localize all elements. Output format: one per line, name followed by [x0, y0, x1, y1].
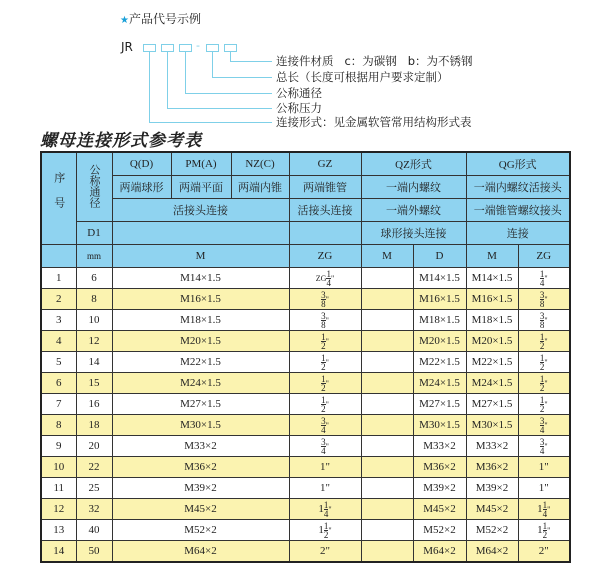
zg-cell: $\frac{1}{2}$ "	[289, 331, 361, 352]
header-qz-d: D	[413, 245, 466, 268]
fraction: $\frac{3}{4}$	[321, 415, 326, 435]
seq-cell: 3	[41, 310, 76, 331]
fraction: $\frac{1}{2}$	[323, 520, 329, 540]
zg-cell: ZG $\frac{1}{4}$ "	[289, 268, 361, 289]
seq-cell: 9	[41, 436, 76, 457]
header-qg-desc2: 一端锥管螺纹接头	[466, 199, 570, 222]
fraction: $\frac{1}{4}$	[542, 499, 548, 519]
fraction: $\frac{3}{8}$	[321, 310, 326, 330]
table-row	[41, 436, 570, 457]
leader-line	[149, 51, 150, 122]
table-row	[41, 289, 570, 310]
zg-cell: $\frac{1}{2}$ "	[289, 373, 361, 394]
seq-cell: 13	[41, 520, 76, 541]
leader-line	[212, 51, 213, 77]
header-seq: 序号	[41, 152, 76, 245]
header-zg: ZG	[289, 245, 361, 268]
qg-cell: $\frac{1}{2}$ "	[518, 373, 570, 394]
dn-cell: 50	[76, 541, 112, 563]
qg-cell: $\frac{1}{4}$ "	[518, 268, 570, 289]
leader-line	[185, 51, 186, 93]
header-empty	[112, 222, 289, 245]
table-row	[41, 457, 570, 478]
qz-m-cell	[361, 310, 413, 331]
seq-cell: 12	[41, 499, 76, 520]
zg-cell: 1"	[289, 457, 361, 478]
fraction: $\frac{3}{8}$	[321, 289, 326, 309]
qg-cell: $\frac{3}{8}$ "	[518, 289, 570, 310]
header-d1: D1	[76, 222, 112, 245]
label-material: 连接件材质 c：为碳钢 b：为不锈钢	[276, 54, 473, 68]
dn-cell: 40	[76, 520, 112, 541]
qg-m-cell: M33×2	[466, 436, 518, 457]
qz-m-cell	[361, 331, 413, 352]
qg-m-cell: M14×1.5	[466, 268, 518, 289]
qz-d-cell: M30×1.5	[413, 415, 466, 436]
m-cell: M33×2	[112, 436, 289, 457]
qz-d-cell: M39×2	[413, 478, 466, 499]
dn-cell: 12	[76, 331, 112, 352]
qg-m-cell: M52×2	[466, 520, 518, 541]
label-connection: 连接形式：见金属软管常用结构形式表	[276, 115, 472, 129]
qg-cell: 1 $\frac{1}{4}$ "	[518, 499, 570, 520]
table-row	[41, 415, 570, 436]
m-cell: M39×2	[112, 478, 289, 499]
zg-cell: $\frac{3}{8}$ "	[289, 310, 361, 331]
qz-d-cell: M24×1.5	[413, 373, 466, 394]
leader-line	[149, 122, 272, 123]
leader-line	[167, 51, 168, 108]
leader-line	[167, 108, 272, 109]
example-title	[120, 10, 201, 27]
fraction: $\frac{3}{4}$	[321, 436, 326, 456]
qg-cell: $\frac{1}{2}$ "	[518, 331, 570, 352]
leader-line	[230, 61, 272, 62]
qg-m-cell: M64×2	[466, 541, 518, 563]
dn-cell: 8	[76, 289, 112, 310]
zg-cell: $\frac{3}{8}$ "	[289, 289, 361, 310]
dn-cell: 22	[76, 457, 112, 478]
header-nz: NZ(C)	[231, 152, 289, 176]
qz-d-cell: M14×1.5	[413, 268, 466, 289]
header-qz-m: M	[361, 245, 413, 268]
zg-cell: 1"	[289, 478, 361, 499]
qz-m-cell	[361, 478, 413, 499]
header-qz-desc: 一端内螺纹	[361, 176, 466, 199]
qg-cell: 2"	[518, 541, 570, 563]
star-icon: ★	[120, 15, 129, 26]
qz-d-cell: M45×2	[413, 499, 466, 520]
zg-cell: $\frac{3}{4}$ "	[289, 415, 361, 436]
fraction: $\frac{1}{4}$	[539, 268, 545, 288]
example-title-text: 产品代号示例	[128, 12, 201, 26]
qz-d-cell: M20×1.5	[413, 331, 466, 352]
fraction: $\frac{1}{4}$	[326, 268, 331, 288]
qg-m-cell: M18×1.5	[466, 310, 518, 331]
fraction: $\frac{1}{2}$	[321, 331, 326, 351]
seq-cell: 4	[41, 331, 76, 352]
fraction: $\frac{1}{2}$	[539, 394, 545, 414]
header-qg-desc: 一端内螺纹活接头	[466, 176, 570, 199]
qg-m-cell: M22×1.5	[466, 352, 518, 373]
table-row	[41, 541, 570, 563]
qg-cell: $\frac{3}{4}$ "	[518, 415, 570, 436]
qg-m-cell: M20×1.5	[466, 331, 518, 352]
qg-cell: 1"	[518, 478, 570, 499]
nut-connection-table	[40, 151, 571, 563]
qg-cell: $\frac{1}{2}$ "	[518, 394, 570, 415]
qz-d-cell: M22×1.5	[413, 352, 466, 373]
dn-cell: 18	[76, 415, 112, 436]
zg-cell: $\frac{1}{2}$ "	[289, 394, 361, 415]
zg-cell: 1 $\frac{1}{2}$ "	[289, 520, 361, 541]
dn-cell: 20	[76, 436, 112, 457]
table-title: 螺母连接形式参考表	[40, 131, 202, 151]
header-m: M	[112, 245, 289, 268]
header-union: 活接头连接	[112, 199, 289, 222]
m-cell: M16×1.5	[112, 289, 289, 310]
m-cell: M14×1.5	[112, 268, 289, 289]
table-row	[41, 499, 570, 520]
zg-cell: 2"	[289, 541, 361, 563]
dn-cell: 15	[76, 373, 112, 394]
seq-cell: 14	[41, 541, 76, 563]
qg-m-cell: M36×2	[466, 457, 518, 478]
qg-m-cell: M24×1.5	[466, 373, 518, 394]
fraction: $\frac{3}{8}$	[539, 289, 545, 309]
qg-cell: $\frac{1}{2}$ "	[518, 352, 570, 373]
seq-cell: 7	[41, 394, 76, 415]
fraction: $\frac{1}{2}$	[539, 331, 545, 351]
fraction: $\frac{1}{2}$	[321, 373, 326, 393]
qz-m-cell	[361, 520, 413, 541]
qz-m-cell	[361, 352, 413, 373]
table-row	[41, 394, 570, 415]
qg-m-cell: M39×2	[466, 478, 518, 499]
seq-cell: 6	[41, 373, 76, 394]
fraction: $\frac{1}{4}$	[323, 499, 329, 519]
table-row	[41, 478, 570, 499]
dn-cell: 10	[76, 310, 112, 331]
label-pressure: 公称压力	[276, 101, 322, 115]
fraction: $\frac{1}{2}$	[539, 352, 545, 372]
dn-cell: 25	[76, 478, 112, 499]
m-cell: M30×1.5	[112, 415, 289, 436]
qz-d-cell: M64×2	[413, 541, 466, 563]
qg-m-cell: M27×1.5	[466, 394, 518, 415]
header-pm-desc: 两端平面	[171, 176, 231, 199]
label-length: 总长（长度可根据用户要求定制）	[276, 70, 449, 84]
header-q-desc: 两端球形	[112, 176, 171, 199]
seq-cell: 5	[41, 352, 76, 373]
table-row	[41, 520, 570, 541]
zg-cell: $\frac{3}{4}$ "	[289, 436, 361, 457]
code-dash: -	[196, 39, 200, 52]
qz-d-cell: M27×1.5	[413, 394, 466, 415]
table-row	[41, 373, 570, 394]
fraction: $\frac{3}{4}$	[539, 415, 545, 435]
header-empty	[289, 222, 361, 245]
fraction: $\frac{3}{8}$	[539, 310, 545, 330]
qg-cell: $\frac{3}{8}$ "	[518, 310, 570, 331]
qz-m-cell	[361, 289, 413, 310]
fraction: $\frac{1}{2}$	[321, 394, 326, 414]
table-row	[41, 331, 570, 352]
m-cell: M45×2	[112, 499, 289, 520]
header-qz: QZ形式	[361, 152, 466, 176]
header-qz-desc3: 球形接头连接	[361, 222, 466, 245]
qg-m-cell: M16×1.5	[466, 289, 518, 310]
qg-m-cell: M45×2	[466, 499, 518, 520]
table-row	[41, 268, 570, 289]
qg-m-cell: M30×1.5	[466, 415, 518, 436]
qz-m-cell	[361, 268, 413, 289]
header-nz-desc: 两端内锥	[231, 176, 289, 199]
seq-cell: 2	[41, 289, 76, 310]
m-cell: M36×2	[112, 457, 289, 478]
qz-m-cell	[361, 394, 413, 415]
qz-d-cell: M36×2	[413, 457, 466, 478]
header-qz-desc2: 一端外螺纹	[361, 199, 466, 222]
m-cell: M24×1.5	[112, 373, 289, 394]
dn-cell: 16	[76, 394, 112, 415]
qg-cell: 1 $\frac{1}{2}$ "	[518, 520, 570, 541]
table-row	[41, 310, 570, 331]
fraction: $\frac{1}{2}$	[542, 520, 548, 540]
zg-cell: 1 $\frac{1}{4}$ "	[289, 499, 361, 520]
seq-cell: 10	[41, 457, 76, 478]
seq-cell: 8	[41, 415, 76, 436]
qz-m-cell	[361, 436, 413, 457]
header-gz-desc: 两端锥管	[289, 176, 361, 199]
header-qg-m: M	[466, 245, 518, 268]
header-q: Q(D)	[112, 152, 171, 176]
m-cell: M18×1.5	[112, 310, 289, 331]
code-prefix: JR	[121, 40, 133, 54]
qz-m-cell	[361, 541, 413, 563]
header-pm: PM(A)	[171, 152, 231, 176]
qz-d-cell: M33×2	[413, 436, 466, 457]
qz-m-cell	[361, 373, 413, 394]
header-gz-union: 活接头连接	[289, 199, 361, 222]
leader-line	[185, 93, 272, 94]
qg-cell: 1"	[518, 457, 570, 478]
dn-cell: 32	[76, 499, 112, 520]
leader-line	[230, 51, 231, 61]
qz-d-cell: M18×1.5	[413, 310, 466, 331]
qg-cell: $\frac{3}{4}$ "	[518, 436, 570, 457]
label-diameter: 公称通径	[276, 86, 322, 100]
qz-m-cell	[361, 415, 413, 436]
fraction: $\frac{3}{4}$	[539, 436, 545, 456]
header-qg-desc3: 连接	[466, 222, 570, 245]
zg-cell: $\frac{1}{2}$ "	[289, 352, 361, 373]
qz-d-cell: M16×1.5	[413, 289, 466, 310]
fraction: $\frac{1}{2}$	[321, 352, 326, 372]
fraction: $\frac{1}{2}$	[539, 373, 545, 393]
dn-cell: 14	[76, 352, 112, 373]
header-mm: mm	[76, 245, 112, 268]
qz-d-cell: M52×2	[413, 520, 466, 541]
m-cell: M64×2	[112, 541, 289, 563]
header-qg-zg: ZG	[518, 245, 570, 268]
seq-cell: 1	[41, 268, 76, 289]
leader-line	[212, 77, 272, 78]
header-qg: QG形式	[466, 152, 570, 176]
table-row	[41, 352, 570, 373]
m-cell: M52×2	[112, 520, 289, 541]
dn-cell: 6	[76, 268, 112, 289]
m-cell: M22×1.5	[112, 352, 289, 373]
seq-cell: 11	[41, 478, 76, 499]
header-empty	[41, 245, 76, 268]
header-dn: 公称通径	[76, 152, 112, 222]
qz-m-cell	[361, 499, 413, 520]
header-gz: GZ	[289, 152, 361, 176]
qz-m-cell	[361, 457, 413, 478]
m-cell: M20×1.5	[112, 331, 289, 352]
m-cell: M27×1.5	[112, 394, 289, 415]
